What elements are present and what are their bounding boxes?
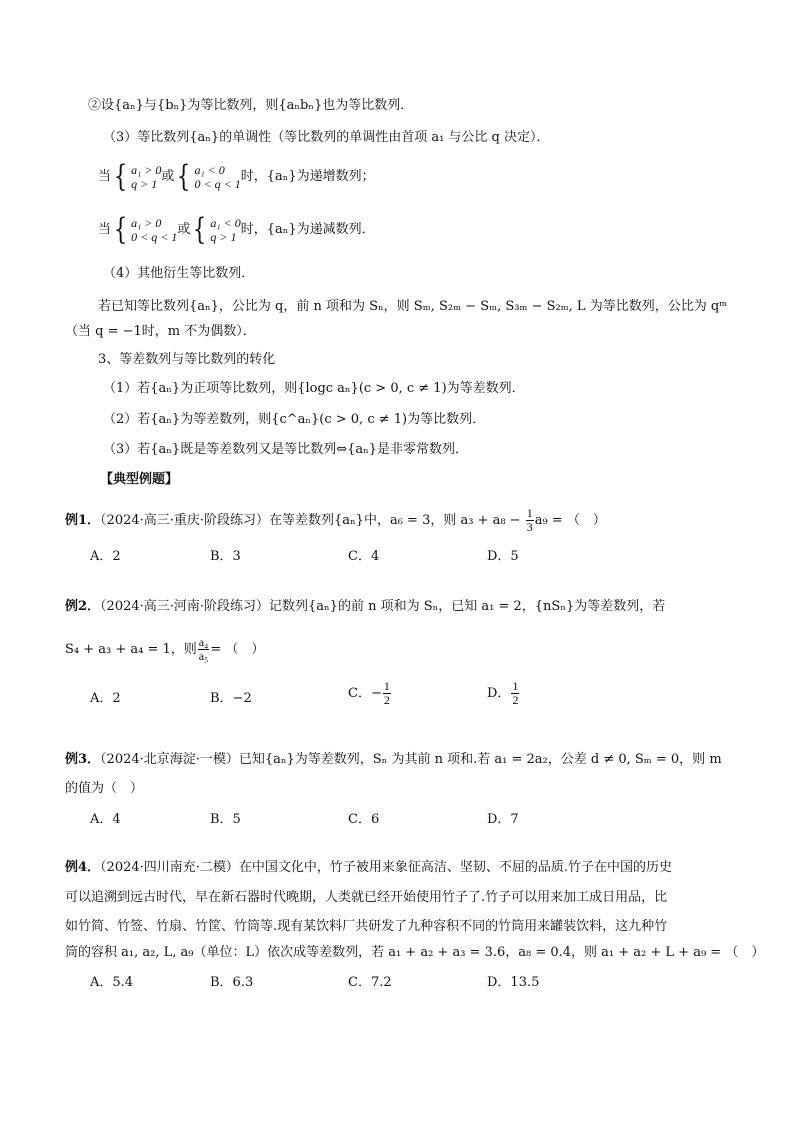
or-text: 或	[177, 222, 191, 237]
decreasing-condition	[98, 213, 375, 247]
paragraph-conversion-1: （1）若{aₙ}为正项等比数列，则{logc aₙ}(c > 0, c ≠ 1)为等差数列．	[103, 381, 525, 396]
fraction	[198, 636, 210, 663]
condition-row: 0 < q < 1	[194, 176, 241, 191]
question-text: （2024·高三·重庆·阶段练习）在等差数列{aₙ}中，a₆ = 3，则 a₃ + a₈ −	[100, 513, 525, 528]
question-text: = （ ）	[210, 642, 265, 657]
example-3-question-line2: 的值为（ ）	[65, 781, 144, 796]
example-2-question-line1	[65, 598, 665, 616]
option-a[interactable]: A．2	[90, 691, 121, 706]
numerator: 1	[512, 679, 519, 693]
option-text: D．	[487, 686, 511, 701]
option-b[interactable]: B．−2	[210, 691, 252, 706]
tail-text: 时，{aₙ}为递增数列；	[240, 169, 375, 184]
option-text: C．−	[348, 686, 382, 701]
paragraph-geometric-product: ②设{aₙ}与{bₙ}为等比数列，则{aₙbₙ}也为等比数列．	[88, 98, 414, 113]
question-text: S₄ + a₃ + a₄ = 1，则	[65, 642, 197, 657]
question-text: （2024·四川南充·二模）在中国文化中，竹子被用来象征高洁、坚韧、不屈的品质.竹子在中国的历史	[100, 860, 673, 875]
question-text: （2024·北京海淀·一模）已知{aₙ}为等差数列，Sₙ 为其前 n 项和.若 a₁ = 2a₂，公差 d ≠ 0, Sₘ = 0，则 m	[100, 752, 722, 767]
condition-row: a₁ > 0	[131, 162, 162, 177]
option-c[interactable]: C．7.2	[348, 975, 392, 990]
option-b[interactable]: B．3	[210, 549, 241, 564]
option-d[interactable]: D．5	[487, 549, 519, 564]
option-c[interactable]	[348, 680, 392, 707]
option-d[interactable]: D．7	[487, 812, 519, 827]
example-4-question-line2: 可以追溯到远古时代，早在新石器时代晚期，人类就已经开始使用竹子了.竹子可以用来加工成日用品，比	[65, 890, 668, 905]
condition-row: q > 1	[131, 176, 158, 191]
fraction	[511, 680, 519, 707]
paragraph-monotonicity: （3）等比数列{aₙ}的单调性（等比数列的单调性由首项 a₁ 与公比 q 决定）．	[103, 130, 550, 145]
paragraph-sum-note: （当 q = −1时，m 不为偶数）．	[65, 324, 256, 339]
paragraph-conversion-3: （3）若{aₙ}既是等差数列又是等比数列⇔{aₙ}是非零常数列．	[103, 442, 468, 457]
brace-system-1: { a₁ > 0 0 < q < 1	[113, 211, 178, 247]
option-a[interactable]: A．2	[90, 549, 121, 564]
denominator: a₅	[198, 649, 209, 663]
option-c[interactable]: C．4	[348, 549, 380, 564]
example-1-question	[65, 507, 606, 534]
example-4-question-line1	[65, 859, 672, 877]
or-text: 或	[161, 169, 175, 184]
paragraph-conversion-2: （2）若{aₙ}为等差数列，则{c^aₙ}(c > 0, c ≠ 1)为等比数列．	[103, 412, 486, 427]
brace-system-1: { a₁ > 0 q > 1	[113, 158, 162, 194]
option-d[interactable]	[487, 680, 520, 707]
paragraph-sum-property: 若已知等比数列{aₙ}，公比为 q，前 n 项和为 Sₙ，则 Sₘ, S₂ₘ − Sₘ, S₃ₘ − S₂ₘ, L 为等比数列，公比为 qᵐ	[98, 299, 728, 314]
fraction	[383, 680, 391, 707]
example-label: 例4．	[65, 860, 101, 875]
option-b[interactable]: B．6.3	[210, 975, 254, 990]
brace-system-2: { a₁ < 0 q > 1	[193, 211, 241, 247]
condition-row: a₁ > 0	[131, 215, 162, 230]
option-b[interactable]: B．5	[210, 812, 241, 827]
lead-text: 当	[98, 169, 112, 184]
denominator: 2	[512, 693, 519, 707]
numerator: a₄	[198, 635, 209, 649]
brace-system-2: { a₁ < 0 0 < q < 1	[177, 158, 241, 194]
question-text: （2024·高三·河南·阶段练习）记数列{aₙ}的前 n 项和为 Sₙ，已知 a₁ = 2，{nSₙ}为等差数列，若	[100, 599, 666, 614]
tail-text: 时，{aₙ}为递减数列．	[240, 222, 375, 237]
question-text: a₉ = （ ）	[534, 513, 606, 528]
fraction	[526, 507, 534, 534]
example-3-question-line1	[65, 751, 722, 769]
section-heading-conversion: 3、等差数列与等比数列的转化	[98, 352, 276, 367]
option-c[interactable]: C．6	[348, 812, 380, 827]
paragraph-derived: （4）其他衍生等比数列．	[103, 266, 255, 281]
numerator: 1	[526, 506, 533, 520]
option-a[interactable]: A．4	[90, 812, 121, 827]
example-4-question-line3: 如竹简、竹签、竹扇、竹筐、竹筒等.现有某饮料厂共研发了九种容积不同的竹筒用来罐装饮料，这九种竹	[65, 919, 668, 934]
example-2-question-line2	[65, 636, 264, 663]
example-4-question-line4: 筒的容积 a₁, a₂, L, a₉（单位：L）依次成等差数列，若 a₁ + a₂ + a₃ = 3.6，a₈ = 0.4，则 a₁ + a₂ + L + a₉ = （ ）	[65, 945, 765, 960]
typical-examples-heading: 【典型例题】	[100, 472, 179, 487]
option-d[interactable]: D．13.5	[487, 975, 540, 990]
condition-row: q > 1	[210, 229, 237, 244]
increasing-condition	[98, 160, 375, 194]
example-label: 例2．	[65, 599, 101, 614]
option-a[interactable]: A．5.4	[90, 975, 134, 990]
condition-row: 0 < q < 1	[131, 229, 178, 244]
example-label: 例3．	[65, 752, 101, 767]
example-label: 例1．	[65, 513, 101, 528]
condition-row: a₁ < 0	[210, 215, 241, 230]
denominator: 3	[526, 520, 533, 534]
lead-text: 当	[98, 222, 112, 237]
condition-row: a₁ < 0	[194, 162, 225, 177]
numerator: 1	[383, 679, 390, 693]
denominator: 2	[383, 693, 390, 707]
